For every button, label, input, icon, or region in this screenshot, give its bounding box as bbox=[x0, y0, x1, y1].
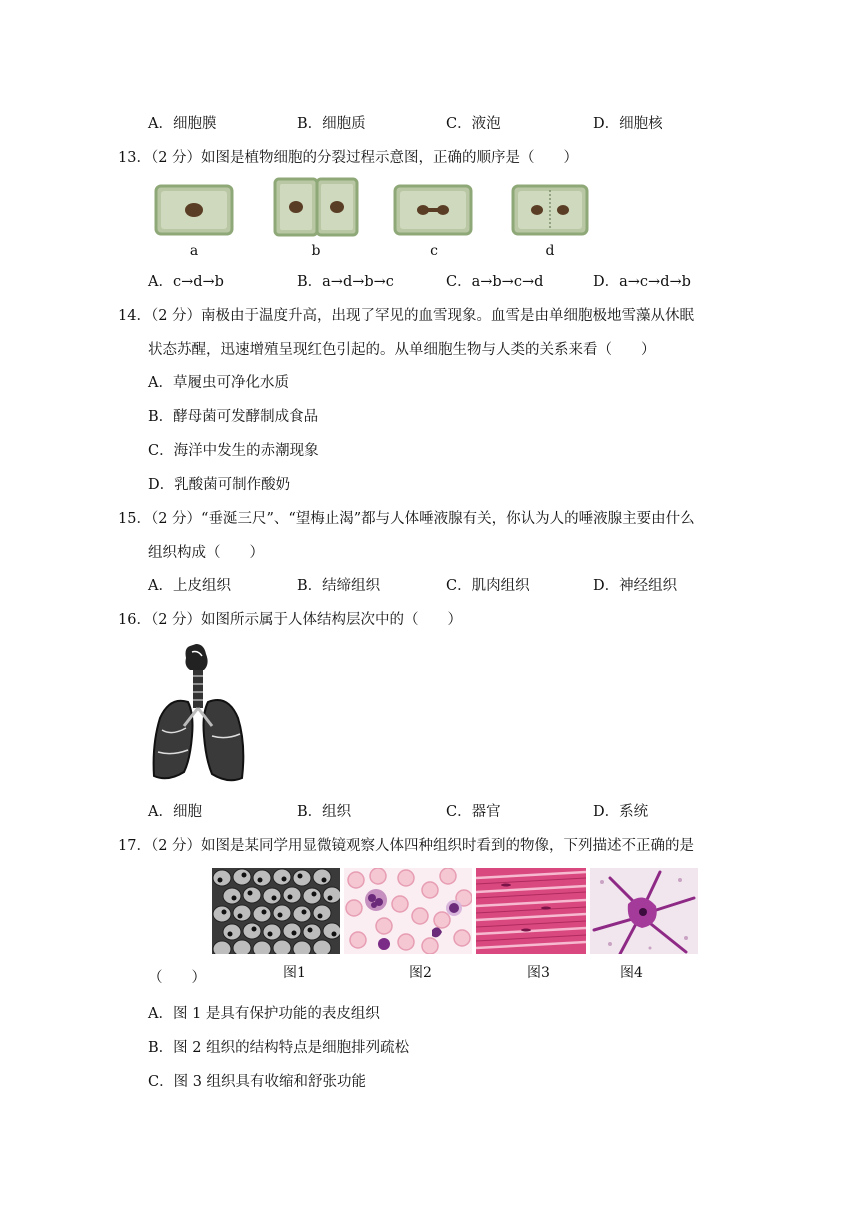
q15-option-b: B．结缔组织 bbox=[297, 578, 381, 594]
q13-label-b: b bbox=[311, 243, 321, 259]
q17-caption-3: 图3 bbox=[527, 965, 550, 981]
q17-option-b: B．图 2 组织的结构特点是细胞排列疏松 bbox=[148, 1040, 410, 1056]
plant-cell-b bbox=[271, 174, 361, 240]
q12-option-a: A．细胞膜 bbox=[148, 116, 217, 132]
plant-cell-d bbox=[508, 180, 592, 240]
q17-stem-line2: （ ） bbox=[148, 970, 206, 986]
q13-stem: 13．（2 分）如图是植物细胞的分裂过程示意图，正确的顺序是（ ） bbox=[118, 150, 579, 166]
q17-caption-1: 图1 bbox=[283, 965, 306, 981]
q13-label-d: d bbox=[545, 243, 555, 259]
q13-option-b: B．a→d→b→c bbox=[297, 274, 394, 290]
q14-stem-line1: 14．（2 分）南极由于温度升高，出现了罕见的血雪现象。血雪是由单细胞极地雪藻从休眠 bbox=[118, 308, 695, 324]
q15-option-a: A．上皮组织 bbox=[148, 578, 231, 594]
q12-option-d: D．细胞核 bbox=[593, 116, 663, 132]
q13-option-a: A．c→d→b bbox=[148, 274, 224, 290]
q15-stem-line2: 组织构成（ ） bbox=[148, 545, 264, 561]
lungs-respiratory-figure bbox=[148, 640, 248, 790]
q13-option-d: D．a→c→d→b bbox=[593, 274, 691, 290]
q15-option-c: C．肌肉组织 bbox=[446, 578, 530, 594]
q14-option-b: B．酵母菌可发酵制成食品 bbox=[148, 409, 319, 425]
q13-label-c: c bbox=[430, 243, 438, 259]
q16-stem: 16．（2 分）如图所示属于人体结构层次中的（ ） bbox=[118, 612, 463, 628]
tissue-image-3 bbox=[476, 868, 586, 954]
q12-option-b: B．细胞质 bbox=[297, 116, 366, 132]
q14-option-c: C．海洋中发生的赤潮现象 bbox=[148, 443, 319, 459]
tissue-image-2 bbox=[344, 868, 472, 954]
q14-stem-line2: 状态苏醒，迅速增殖呈现红色引起的。从单细胞生物与人类的关系来看（ ） bbox=[148, 342, 656, 358]
q16-option-d: D．系统 bbox=[593, 804, 649, 820]
q17-caption-2: 图2 bbox=[409, 965, 432, 981]
q14-option-d: D．乳酸菌可制作酸奶 bbox=[148, 477, 291, 493]
q17-caption-4: 图4 bbox=[620, 965, 643, 981]
q17-option-c: C．图 3 组织具有收缩和舒张功能 bbox=[148, 1074, 367, 1090]
plant-cell-a bbox=[150, 180, 238, 240]
q15-stem-line1: 15．（2 分）“垂涎三尺”、“望梅止渴”都与人体唾液腺有关，你认为人的唾液腺主要由什么 bbox=[118, 511, 695, 527]
q16-option-c: C．器官 bbox=[446, 804, 501, 820]
q16-option-a: A．细胞 bbox=[148, 804, 202, 820]
q16-option-b: B．组织 bbox=[297, 804, 352, 820]
plant-cell-c bbox=[390, 180, 476, 240]
tissue-image-4 bbox=[590, 868, 698, 954]
q13-label-a: a bbox=[189, 243, 199, 259]
q17-option-a: A．图 1 是具有保护功能的表皮组织 bbox=[148, 1006, 380, 1022]
q14-option-a: A．草履虫可净化水质 bbox=[148, 375, 289, 391]
q17-stem-line1: 17．（2 分）如图是某同学用显微镜观察人体四种组织时看到的物像，下列描述不正确的是 bbox=[118, 838, 695, 854]
q13-option-c: C．a→b→c→d bbox=[446, 274, 544, 290]
q15-option-d: D．神经组织 bbox=[593, 578, 678, 594]
tissue-image-1 bbox=[212, 868, 340, 954]
q12-option-c: C．液泡 bbox=[446, 116, 501, 132]
